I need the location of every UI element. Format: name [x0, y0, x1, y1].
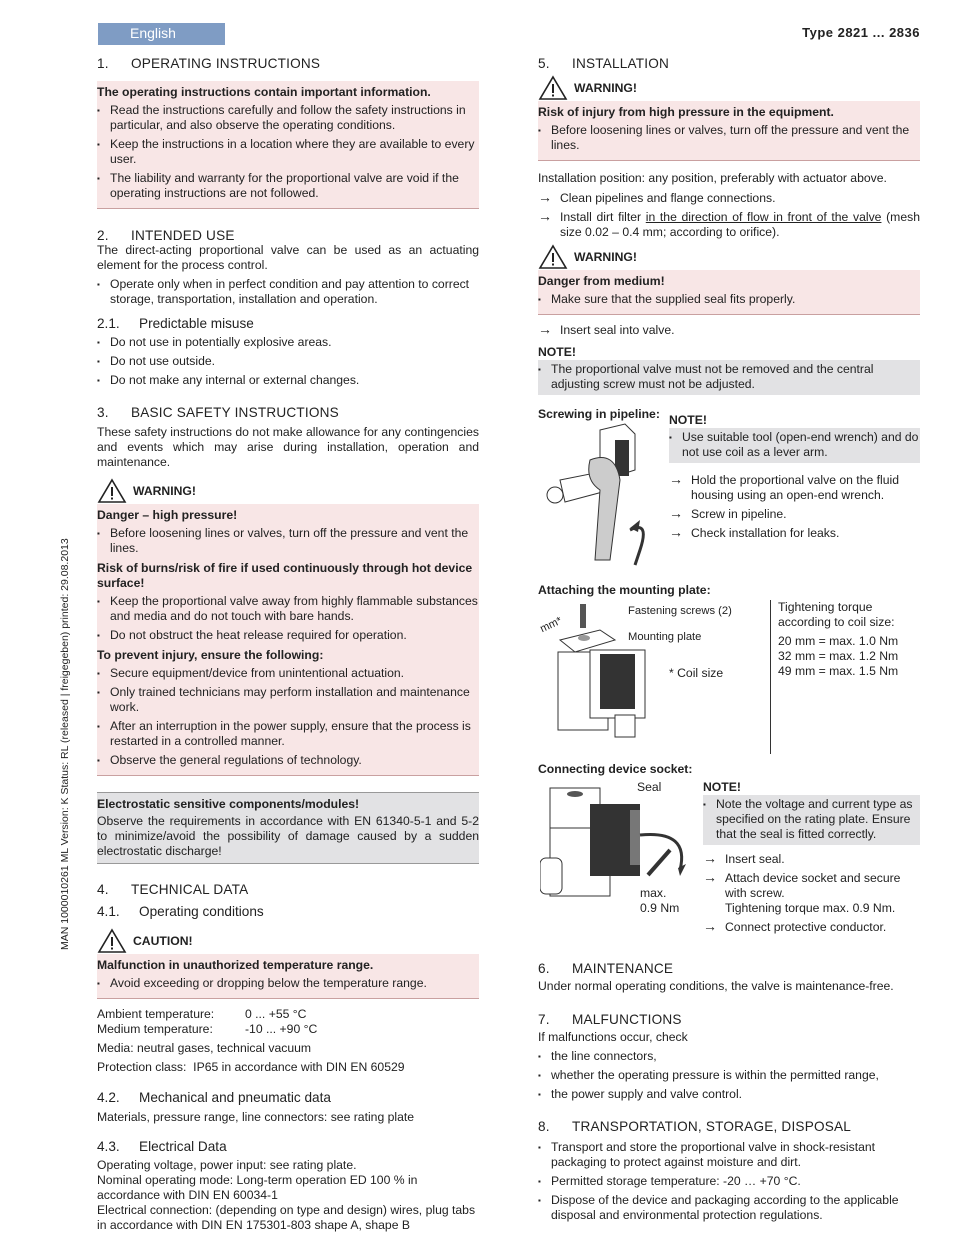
note-label: NOTE! — [703, 780, 741, 794]
list-item: ▪ Secure equipment/device from unintentional actuation. — [97, 666, 479, 681]
medium-label: Medium temperature: — [97, 1022, 213, 1036]
protection-text: Protection class: IP65 in accordance with DIN EN 60529 — [97, 1060, 405, 1074]
warning-label: WARNING! — [538, 75, 920, 101]
box-heading: To prevent injury, ensure the following: — [97, 648, 324, 662]
screwing-heading: Screwing in pipeline: — [538, 407, 660, 421]
torque-value-label: 0.9 Nm — [640, 901, 680, 915]
list-item: ▪ Transport and store the proportional valve in shock-resistant packaging to protect against moisture and dirt. — [538, 1140, 920, 1170]
right-column — [538, 56, 920, 422]
torque-value: 49 mm = max. 1.5 Nm — [778, 664, 899, 678]
section-5-heading: 5. INSTALLATION — [538, 56, 670, 71]
temperature-table — [97, 1007, 479, 1037]
electrical-text: Electrical connection: (depending on type and design) wires, plug tabs in accordance with DIN EN 175301-803 shape A, shape B — [97, 1203, 476, 1232]
esd-text: Observe the requirements in accordance with EN 61340-5-1 and 5-2 to minimize/avoid the possibility of damage caused by a sudden electrostatic discharge! — [97, 814, 479, 858]
coil-size-label: mm* — [538, 614, 564, 636]
medium-warning-box — [538, 270, 920, 315]
warning-label: WARNING! — [97, 478, 479, 504]
warning-triangle-icon — [97, 478, 127, 504]
safety-intro-text: These safety instructions do not make allowance for any contingencies and events which may arise during installation, operation and maintenance. — [97, 425, 479, 469]
torque-max-label: max. — [640, 886, 667, 900]
lower-right-sections — [538, 961, 920, 1223]
mounting-plate-label: Mounting plate — [628, 631, 702, 643]
section-4-1-heading: 4.1. Operating conditions — [97, 904, 264, 919]
list-item: ▪ Keep the proportional valve away from highly flammable substances and media and do not touch with bare hands. — [97, 594, 479, 624]
socket-note — [703, 780, 920, 935]
instruction-step: → Insert seal. — [703, 852, 920, 867]
torque-title: Tightening torque according to coil size: — [778, 600, 895, 629]
divider — [770, 600, 771, 754]
section-1-heading: 1. OPERATING INSTRUCTIONS — [97, 56, 321, 71]
instruction-step: → Connect protective conductor. — [703, 920, 920, 935]
section-8-heading: 8. TRANSPORTATION, STORAGE, DISPOSAL — [538, 1119, 852, 1134]
list-item: ▪ Before loosening lines or valves, turn off the pressure and vent the lines. — [538, 123, 920, 153]
mechanical-text: Materials, pressure range, line connectors: see rating plate — [97, 1110, 415, 1124]
list-item: ▪ whether the operating pressure is within the permitted range, — [538, 1068, 920, 1083]
malfunctions-text: If malfunctions occur, check — [538, 1030, 688, 1044]
list-item: ▪ Dispose of the device and packaging according to the applicable disposal and environmental protection regulations. — [538, 1193, 920, 1223]
section-4-3-heading: 4.3. Electrical Data — [97, 1139, 227, 1154]
section-4-heading: 4. TECHNICAL DATA — [97, 882, 249, 897]
electrical-text: Operating voltage, power input: see rating plate. — [97, 1158, 357, 1172]
socket-figure — [540, 780, 700, 900]
box-heading: Danger – high pressure! — [97, 508, 238, 522]
note-label: NOTE! — [669, 413, 707, 427]
section-3-heading: 3. BASIC SAFETY INSTRUCTIONS — [97, 405, 339, 420]
list-item: ▪ Make sure that the supplied seal fits properly. — [538, 292, 920, 307]
section-2-heading: 2. INTENDED USE — [97, 228, 235, 243]
box-heading: Malfunction in unauthorized temperature range. — [97, 958, 374, 972]
section-7-heading: 7. MALFUNCTIONS — [538, 1012, 682, 1027]
warning-triangle-icon — [538, 75, 568, 101]
socket-heading: Connecting device socket: — [538, 762, 693, 776]
torque-value: 32 mm = max. 1.2 Nm — [778, 649, 899, 663]
operating-instructions-box — [97, 81, 479, 209]
list-item: ▪ Do not use in potentially explosive areas. — [97, 335, 479, 350]
media-text: Media: neutral gases, technical vacuum — [97, 1041, 312, 1055]
list-item: ▪ The proportional valve must not be removed and the central adjusting screw must not be adjusted. — [538, 362, 920, 392]
list-item: ▪ Note the voltage and current type as specified on the rating plate. Ensure that the seal is fitted correctly. — [703, 797, 920, 842]
list-item: ▪ Observe the general regulations of technology. — [97, 753, 479, 768]
torque-table — [778, 600, 918, 679]
instruction-step: → Attach device socket and secure with screw. — [703, 871, 920, 901]
ambient-value: 0 ... +55 °C — [245, 1007, 307, 1021]
torque-value: 20 mm = max. 1.0 Nm — [778, 634, 899, 648]
esd-heading: Electrostatic sensitive components/modules! — [97, 797, 360, 811]
list-item: ▪ the power supply and valve control. — [538, 1087, 920, 1102]
screwing-note — [669, 413, 920, 541]
mounting-heading: Attaching the mounting plate: — [538, 583, 711, 597]
document-side-text: MAN 1000010261 ML Version: K Status: RL (released | freigegeben) printed: 29.08.2013 — [59, 538, 71, 950]
warning-triangle-icon — [538, 244, 568, 270]
list-item: ▪ the line connectors, — [538, 1049, 920, 1064]
box-heading: Risk of injury from high pressure in the equipment. — [538, 105, 834, 119]
box-heading: Danger from medium! — [538, 274, 665, 288]
caution-box — [97, 954, 479, 999]
list-item: ▪ Keep the instructions in a location where they are available to every user. — [97, 137, 479, 167]
list-item: ▪ The liability and warranty for the proportional valve are void if the operating instructions are not followed. — [97, 171, 479, 201]
instruction-step: → Insert seal into valve. — [538, 323, 920, 338]
note-box — [703, 795, 920, 845]
list-item: ▪ Only trained technicians may perform installation and maintenance work. — [97, 685, 479, 715]
list-item: ▪ After an interruption in the power supply, ensure that the process is restarted in a controlled manner. — [97, 719, 479, 749]
warning-triangle-icon — [97, 928, 127, 954]
intended-use-text: The direct-acting proportional valve can be used as an actuating element for the process control. — [97, 243, 479, 272]
position-text: Installation position: any position, preferably with actuator above. — [538, 171, 887, 185]
box-heading: Risk of burns/risk of fire if used continuously through hot device surface! — [97, 561, 473, 590]
warning-label: WARNING! — [538, 244, 920, 270]
socket-torque-text: Tightening torque max. 0.9 Nm. — [725, 901, 896, 915]
list-item: ▪ Before loosening lines or valves, turn off the pressure and vent the lines. — [97, 526, 479, 556]
note-box — [669, 428, 920, 463]
type-header: Type 2821 ... 2836 — [802, 25, 920, 40]
ambient-label: Ambient temperature: — [97, 1007, 215, 1021]
list-item: ▪ Avoid exceeding or dropping below the temperature range. — [97, 976, 479, 991]
electrical-text: Nominal operating mode: Long-term operation ED 100 % in accordance with DIN EN 60034-1 — [97, 1173, 418, 1202]
wrench-figure — [540, 420, 665, 570]
instruction-step: → Hold the proportional valve on the fluid housing using an open-end wrench. — [669, 473, 920, 503]
language-tab: English — [98, 23, 225, 45]
fastening-screws-label: Fastening screws (2) — [628, 605, 732, 617]
esd-box — [97, 792, 479, 864]
pressure-warning-box — [538, 101, 920, 161]
coil-size-note: * Coil size — [669, 666, 724, 680]
left-column — [97, 56, 479, 1233]
safety-warning-box — [97, 504, 479, 776]
list-item: ▪ Do not use outside. — [97, 354, 479, 369]
list-item: ▪ Use suitable tool (open-end wrench) and do not use coil as a lever arm. — [669, 430, 920, 460]
instruction-step: → Install dirt filter in the direction of flow in front of the valve (mesh size 0.02 – 0.4 mm; according to orifice). — [538, 210, 920, 240]
section-2-1-heading: 2.1. Predictable misuse — [97, 316, 254, 331]
list-item: ▪ Read the instructions carefully and follow the safety instructions in particular, and also observe the operating conditions. — [97, 103, 479, 133]
box-heading: The operating instructions contain important information. — [97, 85, 431, 99]
maintenance-text: Under normal operating conditions, the valve is maintenance-free. — [538, 979, 894, 993]
list-item: ▪ Permitted storage temperature: -20 … +70 °C. — [538, 1174, 920, 1189]
medium-value: -10 ... +90 °C — [245, 1022, 318, 1036]
list-item: ▪ Do not obstruct the heat release required for operation. — [97, 628, 479, 643]
instruction-step: → Clean pipelines and flange connections. — [538, 191, 920, 206]
list-item: ▪ Do not make any internal or external changes. — [97, 373, 479, 388]
seal-label: Seal — [637, 780, 662, 794]
section-6-heading: 6. MAINTENANCE — [538, 961, 674, 976]
section-4-2-heading: 4.2. Mechanical and pneumatic data — [97, 1090, 331, 1105]
list-item: ▪ Operate only when in perfect condition and pay attention to correct storage, transportation, installation and operation. — [97, 277, 479, 307]
instruction-step: → Check installation for leaks. — [669, 526, 920, 541]
note-label: NOTE! — [538, 345, 576, 359]
caution-label: CAUTION! — [97, 928, 479, 954]
note-box — [538, 360, 920, 395]
instruction-step: → Screw in pipeline. — [669, 507, 920, 522]
